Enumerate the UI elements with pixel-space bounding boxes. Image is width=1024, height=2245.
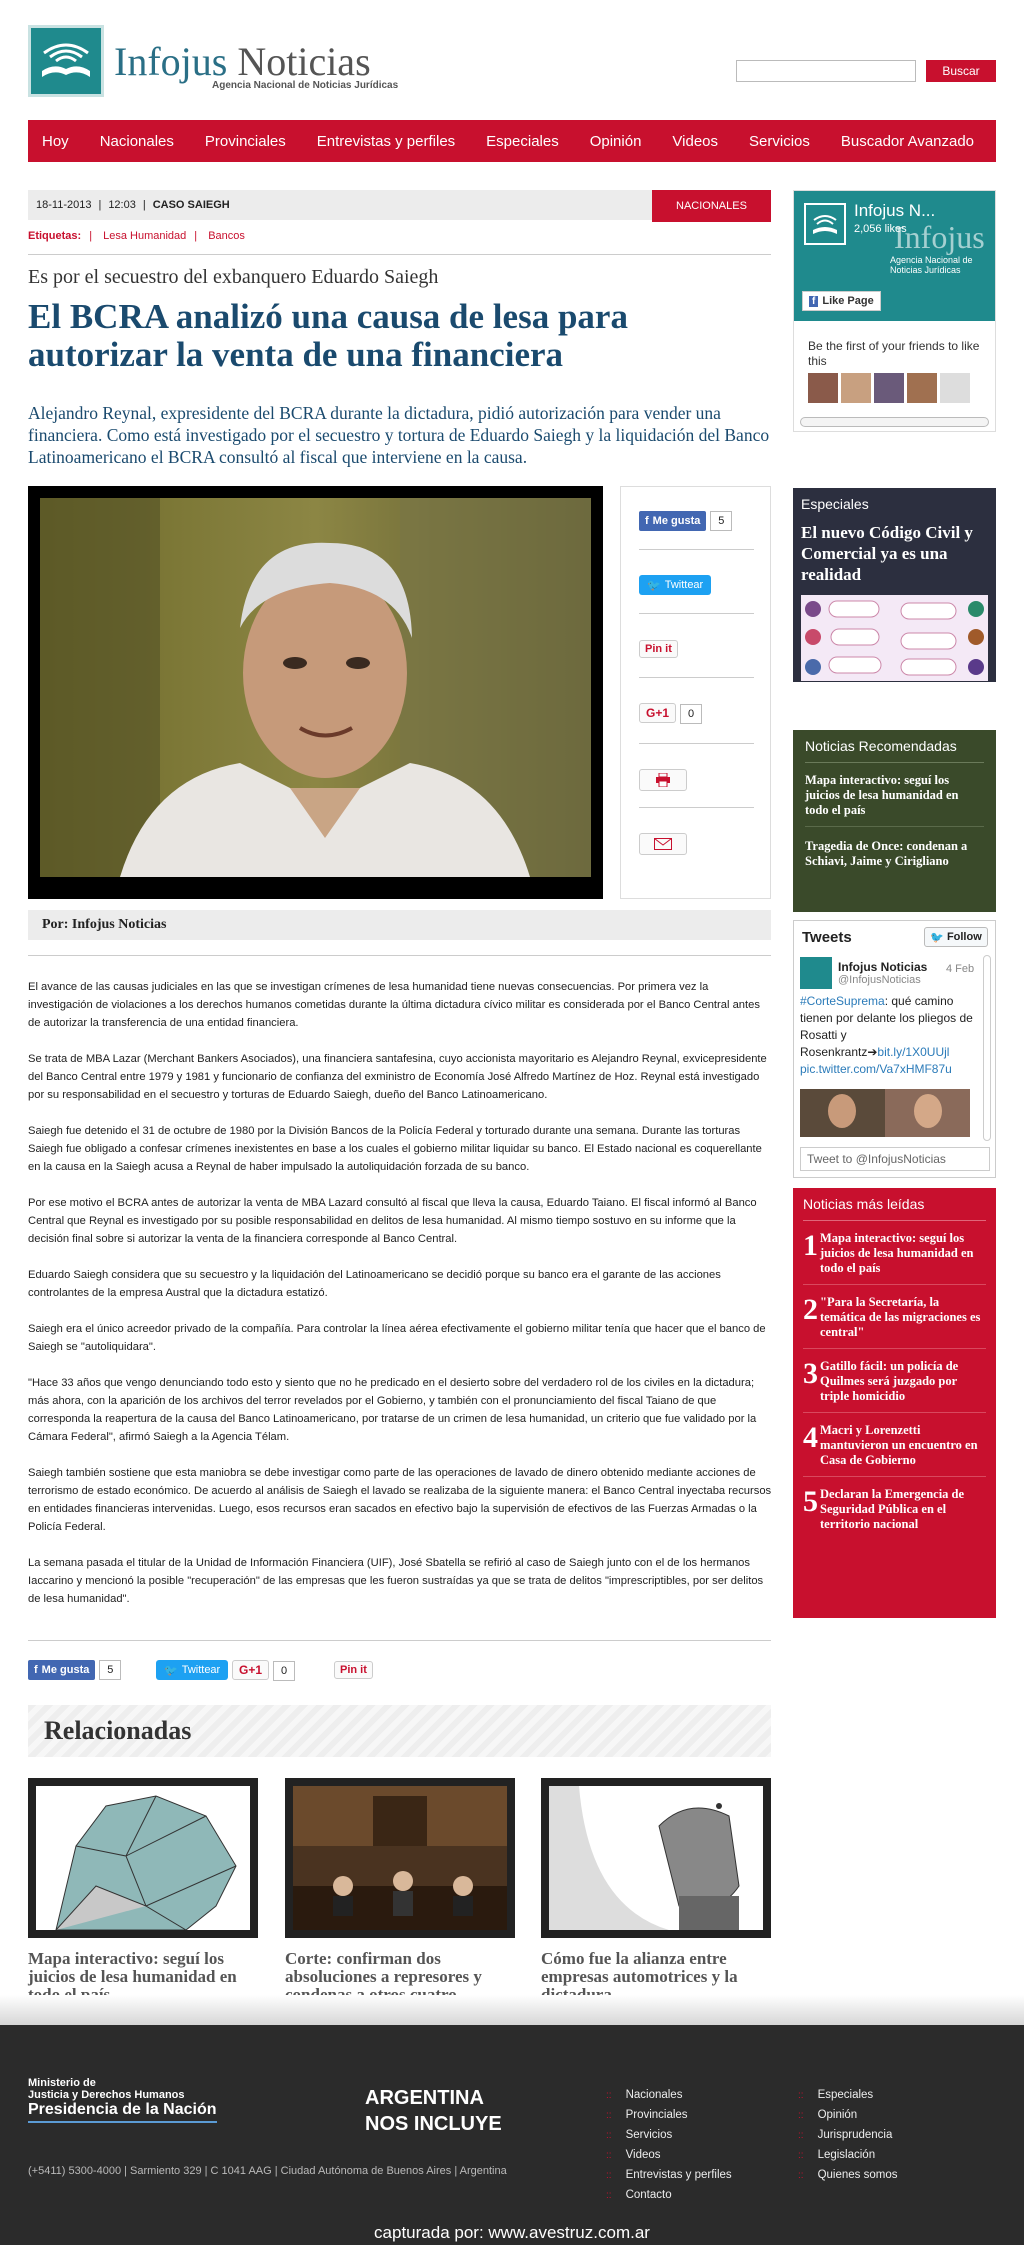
related-image[interactable] xyxy=(285,1778,515,1938)
article-paragraph: Saiegh también sostiene que esta maniobra se debe investigar como parte de las operaciones de lavado de dinero obtenido mediante acciones de terrorismo de estado económico. De acuerdo al análisis de Saiegh el lavado se realizaba de la siguiente manera: el Banco Central inyectaba recursos en entidades financieras intervenidas. Luego, esos recursos eran sacados en efectivo bajo la supervisión de efectivos de las Fuerzas Armadas o la Policía Federal. xyxy=(28,1467,772,1533)
tags-label: Etiquetas: xyxy=(28,230,82,242)
tweet-link[interactable]: bit.ly/1X0UUjl pic.twitter.com/Va7xHMF87u xyxy=(800,1045,952,1076)
twitter-bird-icon: 🐦 xyxy=(647,579,661,592)
related-heading: Relacionadas xyxy=(28,1705,771,1757)
mas-leida-item[interactable] xyxy=(803,1231,986,1285)
nav-item-entrevistas[interactable]: Entrevistas y perfiles xyxy=(316,132,456,150)
bullet-icon: :: xyxy=(606,2149,612,2161)
footer-link-label: Especiales xyxy=(817,2089,874,2101)
nav-item-buscador[interactable]: Buscador Avanzado xyxy=(840,132,975,150)
footer-link-label: Jurisprudencia xyxy=(817,2129,893,2141)
footer-link[interactable] xyxy=(798,2105,897,2125)
article-paragraph: El avance de las causas judiciales en las que se investigan crímenes de lesa humanidad tiene nuevas consecuencias. Por primera vez la investigación de violaciones a los derechos humanos cometidas durante la última dictadura cívico militar es considerada por el Banco Central antes de autorizar la transferencia de una entidad financiera. xyxy=(28,981,760,1029)
especiales-heading: Especiales xyxy=(801,496,869,512)
footer-link[interactable] xyxy=(606,2125,732,2145)
tweet-text xyxy=(800,993,980,1078)
article-time: 12:03 xyxy=(108,199,136,211)
tweet-hashtag[interactable]: #CorteSuprema xyxy=(800,994,885,1008)
article-author: Por: Infojus Noticias xyxy=(28,910,771,940)
especiales-image[interactable] xyxy=(801,595,988,681)
footer-shadow xyxy=(0,1995,1024,2025)
mas-leida-title[interactable]: Declaran la Emergencia de Seguridad Pública en el territorio nacional xyxy=(820,1487,965,1531)
mas-leida-item[interactable] xyxy=(803,1423,986,1477)
article-case[interactable]: CASO SAIEGH xyxy=(152,199,230,211)
nav-item-opinion[interactable]: Opinión xyxy=(589,132,642,150)
divider xyxy=(639,613,754,614)
argentina-line: ARGENTINA xyxy=(365,2087,484,2109)
bullet-icon: :: xyxy=(606,2089,612,2101)
especiales-title[interactable]: El nuevo Código Civil y Comercial ya es una realidad xyxy=(801,523,973,584)
nav-item-especiales[interactable]: Especiales xyxy=(486,132,559,150)
avatar[interactable] xyxy=(907,373,937,403)
footer-link-label: Videos xyxy=(625,2149,661,2161)
twitter-bird-icon: 🐦 xyxy=(930,931,944,944)
article-lead: Alejandro Reynal, expresidente del BCRA durante la dictadura, pidió autorización para vender una financiera. Como está investigado por el secuestro y tortura de Eduardo Saiegh y la liquidación del Banco Latinoamericano el BCRA consultó al fiscal que interviene en la causa. xyxy=(28,403,770,467)
avatar[interactable] xyxy=(841,373,871,403)
google-plus-button[interactable]: G+1 xyxy=(639,703,676,723)
tag-link[interactable]: Lesa Humanidad xyxy=(103,230,187,242)
tags-row: Etiquetas: | Lesa Humanidad | Bancos xyxy=(28,230,245,242)
follow-label: Follow xyxy=(946,931,982,943)
rank-number: 4 xyxy=(803,1421,818,1454)
bullet-icon: :: xyxy=(798,2169,804,2181)
footer-link-label: Nacionales xyxy=(625,2089,683,2101)
tweet xyxy=(800,957,980,1078)
article-photo[interactable] xyxy=(40,498,591,877)
mas-leida-title[interactable]: "Para la Secretaría, la temática de las migraciones es central" xyxy=(820,1295,981,1339)
mas-leida-title[interactable]: Gatillo fácil: un policía de Quilmes será juzgado por triple homicidio xyxy=(820,1359,959,1403)
article-paragraph: La semana pasada el titular de la Unidad de Información Financiera (UIF), José Sbatella se refirió al caso de Saiegh junto con el de los hermanos Iaccarino y mencionó la posible "recuperación" de las empresas que les fueron sustraídas ya que se trata de delitos "imprescriptibles, por ser delitos de lesa humanidad". xyxy=(28,1557,764,1605)
argentina-line: NOS INCLUYE xyxy=(365,2113,502,2135)
bullet-icon: :: xyxy=(606,2109,612,2121)
footer-link-label: Entrevistas y perfiles xyxy=(625,2169,732,2181)
footer-link[interactable] xyxy=(606,2145,732,2165)
recomendadas-box xyxy=(793,730,996,912)
footer-links-col1 xyxy=(606,2085,732,2205)
ministerio-line: Justicia y Derechos Humanos xyxy=(28,2089,185,2101)
facebook-icon: f xyxy=(34,1664,38,1676)
pinterest-button[interactable]: Pin it xyxy=(334,1661,373,1679)
article-paragraph: "Hace 33 años que vengo denunciando todo esto y siento que no he predicado en el desierto sobre del verdadero rol de los civiles en la dictadura; más ahora, con la aparición de los archivos del terror revelados por el Gobierno, y también con el pronunciamiento del fiscal Taiano de que corresponda la reapertura de la causa del Banco Latinoamericano, por tratarse de un crimen de lesa humanidad, un criterio que fue validado por la Cámara Federal", afirmó Saiegh a la Agencia Télam. xyxy=(28,1377,757,1443)
footer-link-label: Legislación xyxy=(817,2149,876,2161)
avatar[interactable] xyxy=(808,373,838,403)
article-paragraph: Saiegh era el único acreedor privado de la compañía. Para controlar la línea aérea efectivamente el gobierno militar tenía que hacer que el banco de Saiegh se "autoliquidara". xyxy=(28,1323,766,1353)
fb-like-count: 5 xyxy=(99,1660,121,1680)
bullet-icon: :: xyxy=(606,2169,612,2181)
footer-link[interactable] xyxy=(606,2165,732,2185)
footer-link-label: Servicios xyxy=(625,2129,673,2141)
footer-link[interactable] xyxy=(606,2185,732,2205)
rank-number: 1 xyxy=(803,1229,818,1262)
avatar[interactable] xyxy=(940,373,970,403)
search-button[interactable]: Buscar xyxy=(926,60,996,82)
main-nav xyxy=(28,120,996,162)
bullet-icon: :: xyxy=(798,2149,804,2161)
rank-number: 5 xyxy=(803,1485,818,1518)
divider xyxy=(28,254,771,255)
fb-cover-subtitle: Agencia Nacional de Noticias Jurídicas xyxy=(890,255,973,275)
print-icon xyxy=(655,773,671,787)
ministerio-line: Presidencia de la Nación xyxy=(28,2101,217,2123)
recomendada-item[interactable]: Mapa interactivo: seguí los juicios de lesa humanidad en todo el país xyxy=(805,773,984,827)
footer-link[interactable] xyxy=(798,2125,897,2145)
footer-link[interactable] xyxy=(798,2085,897,2105)
article-meta-bar: 18-11-2013 | 12:03 | CASO SAIEGH xyxy=(28,190,771,220)
related-title[interactable]: Corte: confirman dos absoluciones a represores y xyxy=(285,1949,482,1986)
mas-leida-title[interactable]: Mapa interactivo: seguí los juicios de lesa humanidad en todo el país xyxy=(820,1231,974,1275)
google-plus-button[interactable]: G+1 xyxy=(232,1660,269,1680)
facebook-page-widget xyxy=(793,190,996,432)
twitter-label: Twittear xyxy=(664,579,704,591)
article-paragraph: Se trata de MBA Lazar (Merchant Bankers Asociados), una financiera santafesina, cuyo accionista mayoritario es Alejandro Reynal, exvicepresidente del Banco Central entre 1979 y 1981 y funcionario de confianza del exministro de Economía José Alfredo Martínez de Hoz. Reynal está investigado por su responsabilidad en el secuestro y torturas de Eduardo Saiegh, dueño del Banco Latinoamericano. xyxy=(28,1053,767,1101)
tweet-handle[interactable]: @InfojusNoticias xyxy=(838,974,921,986)
twitter-share-button[interactable] xyxy=(156,1660,228,1680)
bottom-share-bar xyxy=(28,1660,771,1682)
bullet-icon: :: xyxy=(798,2109,804,2121)
facebook-like-button[interactable] xyxy=(639,511,706,531)
ministerio-logo[interactable] xyxy=(28,2077,217,2123)
envelope-icon xyxy=(654,838,672,850)
fb-page-name[interactable]: Infojus N... xyxy=(854,201,936,220)
article-kicker: Es por el secuestro del exbanquero Eduardo Saiegh xyxy=(28,266,439,288)
bullet-icon: :: xyxy=(606,2129,612,2141)
twitter-label: Twittear xyxy=(181,1664,221,1676)
especiales-box xyxy=(793,488,996,682)
divider xyxy=(639,743,754,744)
fb-friends-avatars xyxy=(808,373,970,403)
logo-subtitle: Agencia Nacional de Noticias Jurídicas xyxy=(212,80,399,91)
site-header xyxy=(0,0,1024,110)
fb-like-label: Me gusta xyxy=(41,1664,90,1676)
bullet-icon: :: xyxy=(798,2129,804,2141)
bullet-icon: :: xyxy=(798,2089,804,2101)
mas-leida-item[interactable] xyxy=(803,1295,986,1349)
rank-number: 3 xyxy=(803,1357,818,1390)
twitter-bird-icon: 🐦 xyxy=(164,1664,178,1677)
mas-leidas-box xyxy=(793,1188,996,1618)
facebook-icon: f xyxy=(809,296,818,307)
recomendadas-heading: Noticias Recomendadas xyxy=(805,738,984,763)
twitter-share-button[interactable] xyxy=(639,575,711,595)
logo-main: Infojus xyxy=(114,39,228,84)
recomendada-item[interactable]: Tragedia de Once: condenan a Schiavi, Jaime y Cirigliano xyxy=(805,839,968,868)
tweet-avatar[interactable] xyxy=(800,957,832,989)
article-paragraph: Por ese motivo el BCRA antes de autorizar la venta de MBA Lazard consultó al fiscal que lleva la causa, Eduardo Taiano. El fiscal informó al Banco Central que Reynal es investigado por su posible responsabilidad en delitos de lesa humanidad. Al mismo tiempo sostuvo en su informe que la decisión final sobre si autorizar la venta de la financiera corresponde al Banco Central. xyxy=(28,1197,757,1245)
pinterest-button[interactable]: Pin it xyxy=(639,640,678,658)
vertical-scrollbar[interactable] xyxy=(983,955,991,1141)
related-card[interactable] xyxy=(541,1778,771,2004)
rank-number: 2 xyxy=(803,1293,818,1326)
tweet-date[interactable]: 4 Feb xyxy=(946,963,975,975)
footer-link[interactable] xyxy=(798,2165,897,2185)
article-paragraph: Eduardo Saiegh considera que su secuestro y la liquidación del Latinoamericano se decidió porque su banco era el garante de las acciones controlantes de la empresa Austral que la dictadura estatizó. xyxy=(28,1269,721,1299)
related-image[interactable] xyxy=(28,1778,258,1938)
nav-item-nacionales[interactable]: Nacionales xyxy=(99,132,174,150)
footer-link[interactable] xyxy=(606,2105,732,2125)
footer-link-label: Provinciales xyxy=(625,2109,688,2121)
article-headline: El BCRA analizó una causa de lesa para autorizar la venta de una financiera xyxy=(28,297,628,374)
fb-friends-text: Be the first of your friends to like this xyxy=(808,339,980,368)
ministerio-line: Ministerio de xyxy=(28,2077,96,2089)
mas-leidas-heading: Noticias más leídas xyxy=(803,1196,986,1221)
tag-link[interactable]: Bancos xyxy=(208,230,245,242)
infojus-logo-icon[interactable] xyxy=(28,25,104,97)
footer-link[interactable] xyxy=(606,2085,732,2105)
footer-address: (+5411) 5300-4000 | Sarmiento 329 | C 1041 AAG | Ciudad Autónoma de Buenos Aires | Argentina xyxy=(28,2165,507,2177)
mas-leida-item[interactable] xyxy=(803,1487,986,1540)
nav-item-hoy[interactable]: Hoy xyxy=(42,132,69,150)
gplus-count: 0 xyxy=(273,1661,295,1681)
facebook-icon: f xyxy=(645,515,649,527)
divider xyxy=(639,677,754,678)
fb-like-label: Me gusta xyxy=(652,515,701,527)
fb-likes-count: 2,056 likes xyxy=(854,223,907,235)
tweet-to-input[interactable]: Tweet to @InfojusNoticias xyxy=(800,1147,990,1171)
related-title[interactable]: Cómo fue la alianza entre empresas automotrices y la xyxy=(541,1949,738,1986)
article-date: 18-11-2013 xyxy=(36,199,92,211)
logo-second: Noticias xyxy=(237,39,371,84)
divider xyxy=(639,807,754,808)
nav-item-servicios[interactable]: Servicios xyxy=(749,132,810,150)
related-card[interactable] xyxy=(285,1778,515,2004)
capture-credit: capturada por: www.avestruz.com.ar xyxy=(374,2223,650,2242)
email-button[interactable] xyxy=(639,833,687,855)
print-button[interactable] xyxy=(639,769,687,791)
footer-links-col2 xyxy=(798,2085,897,2185)
horizontal-scrollbar[interactable] xyxy=(800,417,989,427)
tweets-heading: Tweets xyxy=(802,929,852,946)
argentina-nos-incluye-logo[interactable] xyxy=(365,2085,502,2137)
divider xyxy=(639,549,754,550)
share-column xyxy=(620,486,771,899)
tweet-author[interactable]: Infojus Noticias xyxy=(838,960,928,974)
gplus-count: 0 xyxy=(680,704,702,724)
footer-link-label: Opinión xyxy=(817,2109,858,2121)
related-image[interactable] xyxy=(541,1778,771,1938)
footer-link-label: Quienes somos xyxy=(817,2169,898,2181)
fb-like-count: 5 xyxy=(710,511,732,531)
divider xyxy=(28,1640,771,1641)
twitter-widget xyxy=(793,920,996,1178)
footer-link[interactable] xyxy=(798,2145,897,2165)
divider xyxy=(28,955,771,956)
related-card[interactable] xyxy=(28,1778,258,2004)
footer-link-label: Contacto xyxy=(625,2189,672,2201)
mas-leida-title[interactable]: Macri y Lorenzetti mantuvieron un encuentro en Casa de Gobierno xyxy=(820,1423,978,1467)
twitter-follow-button[interactable] xyxy=(924,927,988,947)
facebook-like-button[interactable] xyxy=(28,1660,95,1680)
article-paragraph: Saiegh fue detenido el 31 de octubre de 1980 por la División Bancos de la Policía Federal y torturado durante una semana. Durante las torturas Saiegh fue obligado a confesar crímenes inexistentes en base a los cuales el gobierno militar liquidar su banco. El Estado nacional es coquerellante en la causa en la Saiegh acusa a Reynal de haber impulsado la autoliquidación forzada de su banco. xyxy=(28,1125,762,1173)
fb-cover-logo-text: Infojus xyxy=(894,219,985,255)
related-title[interactable]: Mapa interactivo: seguí los juicios de lesa humanidad en xyxy=(28,1949,237,1986)
section-badge[interactable]: NACIONALES xyxy=(652,190,771,222)
nav-item-videos[interactable]: Videos xyxy=(672,132,719,150)
article-body xyxy=(28,978,773,1626)
search-input[interactable] xyxy=(736,60,916,82)
fb-like-page-button[interactable] xyxy=(802,291,881,311)
site-footer xyxy=(0,2025,1024,2245)
avatar[interactable] xyxy=(874,373,904,403)
tweet-body-text: : qué camino tienen por delante los pliegos de Rosatti y Rosenkrantz➔ xyxy=(800,994,973,1059)
infojus-logo-icon xyxy=(804,203,846,245)
fb-cover-image[interactable] xyxy=(794,191,995,321)
nav-item-provinciales[interactable]: Provinciales xyxy=(204,132,286,150)
site-logo-text[interactable] xyxy=(114,38,371,85)
bullet-icon: :: xyxy=(606,2189,612,2201)
article-photo-frame xyxy=(28,486,603,899)
mas-leida-item[interactable] xyxy=(803,1359,986,1413)
fb-like-page-label: Like Page xyxy=(822,295,874,307)
tweet-image[interactable] xyxy=(800,1089,970,1137)
